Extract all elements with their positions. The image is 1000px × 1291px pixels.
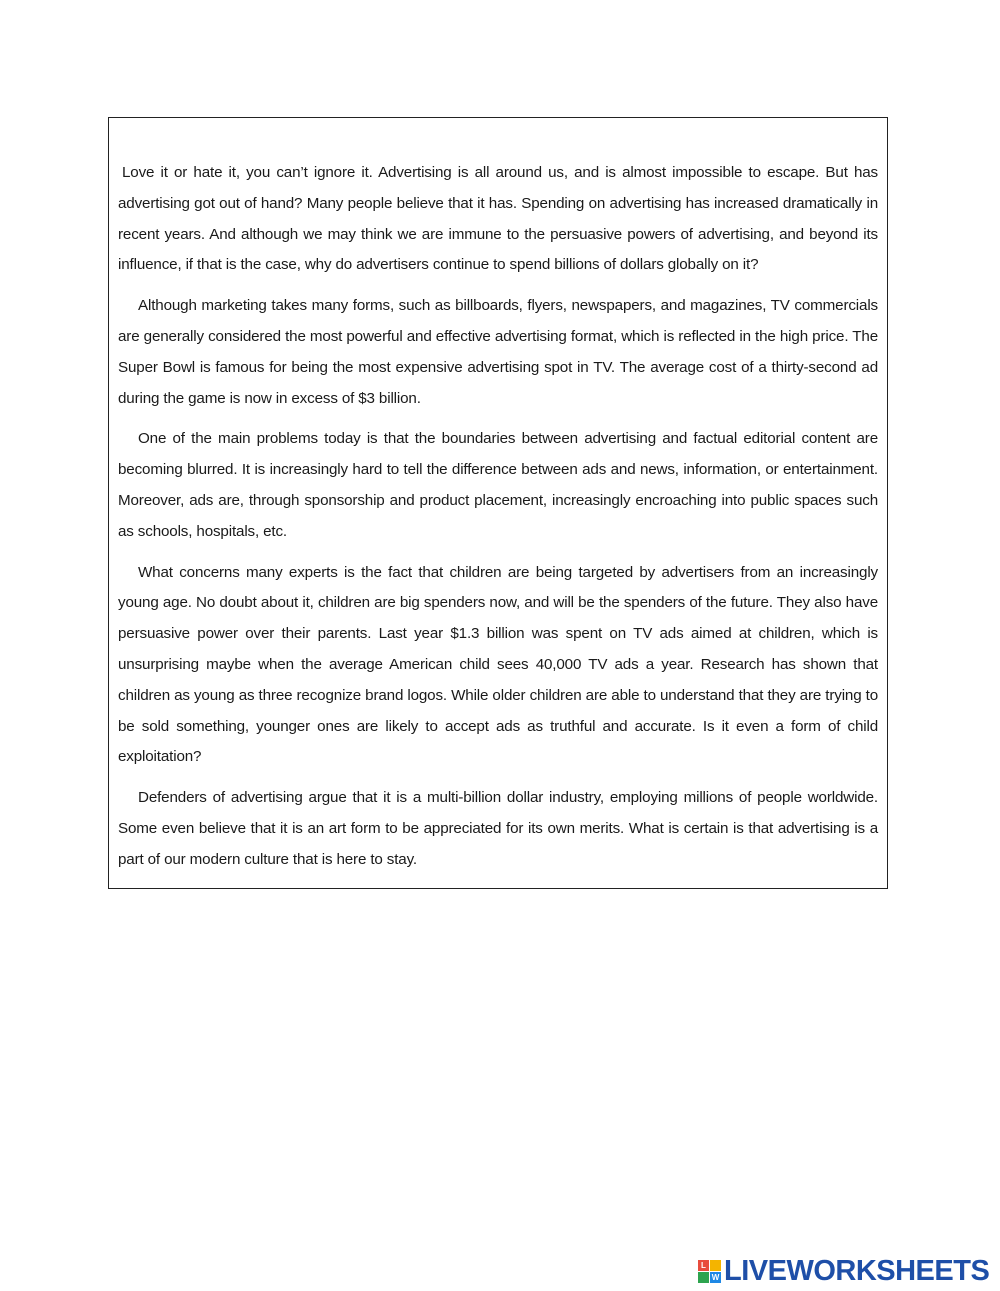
logo-tile-w: W xyxy=(711,1272,720,1282)
logo-tile-2 xyxy=(710,1260,721,1271)
paragraph-2: Although marketing takes many forms, such as billboards, flyers, newspapers, and magazines, TV commercials are generally considered the most powerful and effective advertising format, which is reflected in the high price. The Super Bowl is famous for being the most expensive advertising spot in TV. The average cost of a thirty-second ad during the game is now in excess of $3 billion. xyxy=(118,297,878,407)
paragraph-4: What concerns many experts is the fact that children are being targeted by advertisers from an increasingly young age. No doubt about it, children are big spenders now, and will be the spenders of the future. They also have persuasive power over their parents. Last year $1.3 billion was spent on TV ads aimed at children, which is unsurprising maybe when the average American child sees 40,000 TV ads a year. Research has shown that children as young as three recognize brand logos. While older children are able to understand that they are trying to be sold something, younger ones are likely to accept ads as truthful and accurate. Is it even a form of child exploitation? xyxy=(118,563,878,766)
paragraph-1: Love it or hate it, you can’t ignore it. Advertising is all around us, and is almost impossible to escape. But has advertising got out of hand? Many people believe that it has. Spending on advertising has increased dramatically in recent years. And although we may think we are immune to the persuasive powers of advertising, and beyond its influence, if that is the case, why do advertisers continue to spend billions of dollars globally on it? xyxy=(118,164,878,274)
logo-text: LIVEWORKSHEETS xyxy=(724,1255,990,1287)
paragraph-3: One of the main problems today is that the boundaries between advertising and factual editorial content are becoming blurred. It is increasingly hard to tell the difference between ads and news, information, or entertainment. Moreover, ads are, through sponsorship and product placement, increasingly encroaching into public spaces such as schools, hospitals, etc. xyxy=(118,430,878,540)
reading-text-box xyxy=(108,117,888,889)
logo-tile-l: L xyxy=(698,1260,709,1271)
paragraph-5: Defenders of advertising argue that it is a multi-billion dollar industry, employing millions of people worldwide. Some even believe that it is an art form to be appreciated for its own merits. What is certain is that advertising is a part of our modern culture that is here to stay. xyxy=(118,789,878,868)
logo-tile-3 xyxy=(698,1272,709,1283)
liveworksheets-logo-icon xyxy=(698,1260,721,1283)
liveworksheets-logo xyxy=(698,1256,989,1286)
